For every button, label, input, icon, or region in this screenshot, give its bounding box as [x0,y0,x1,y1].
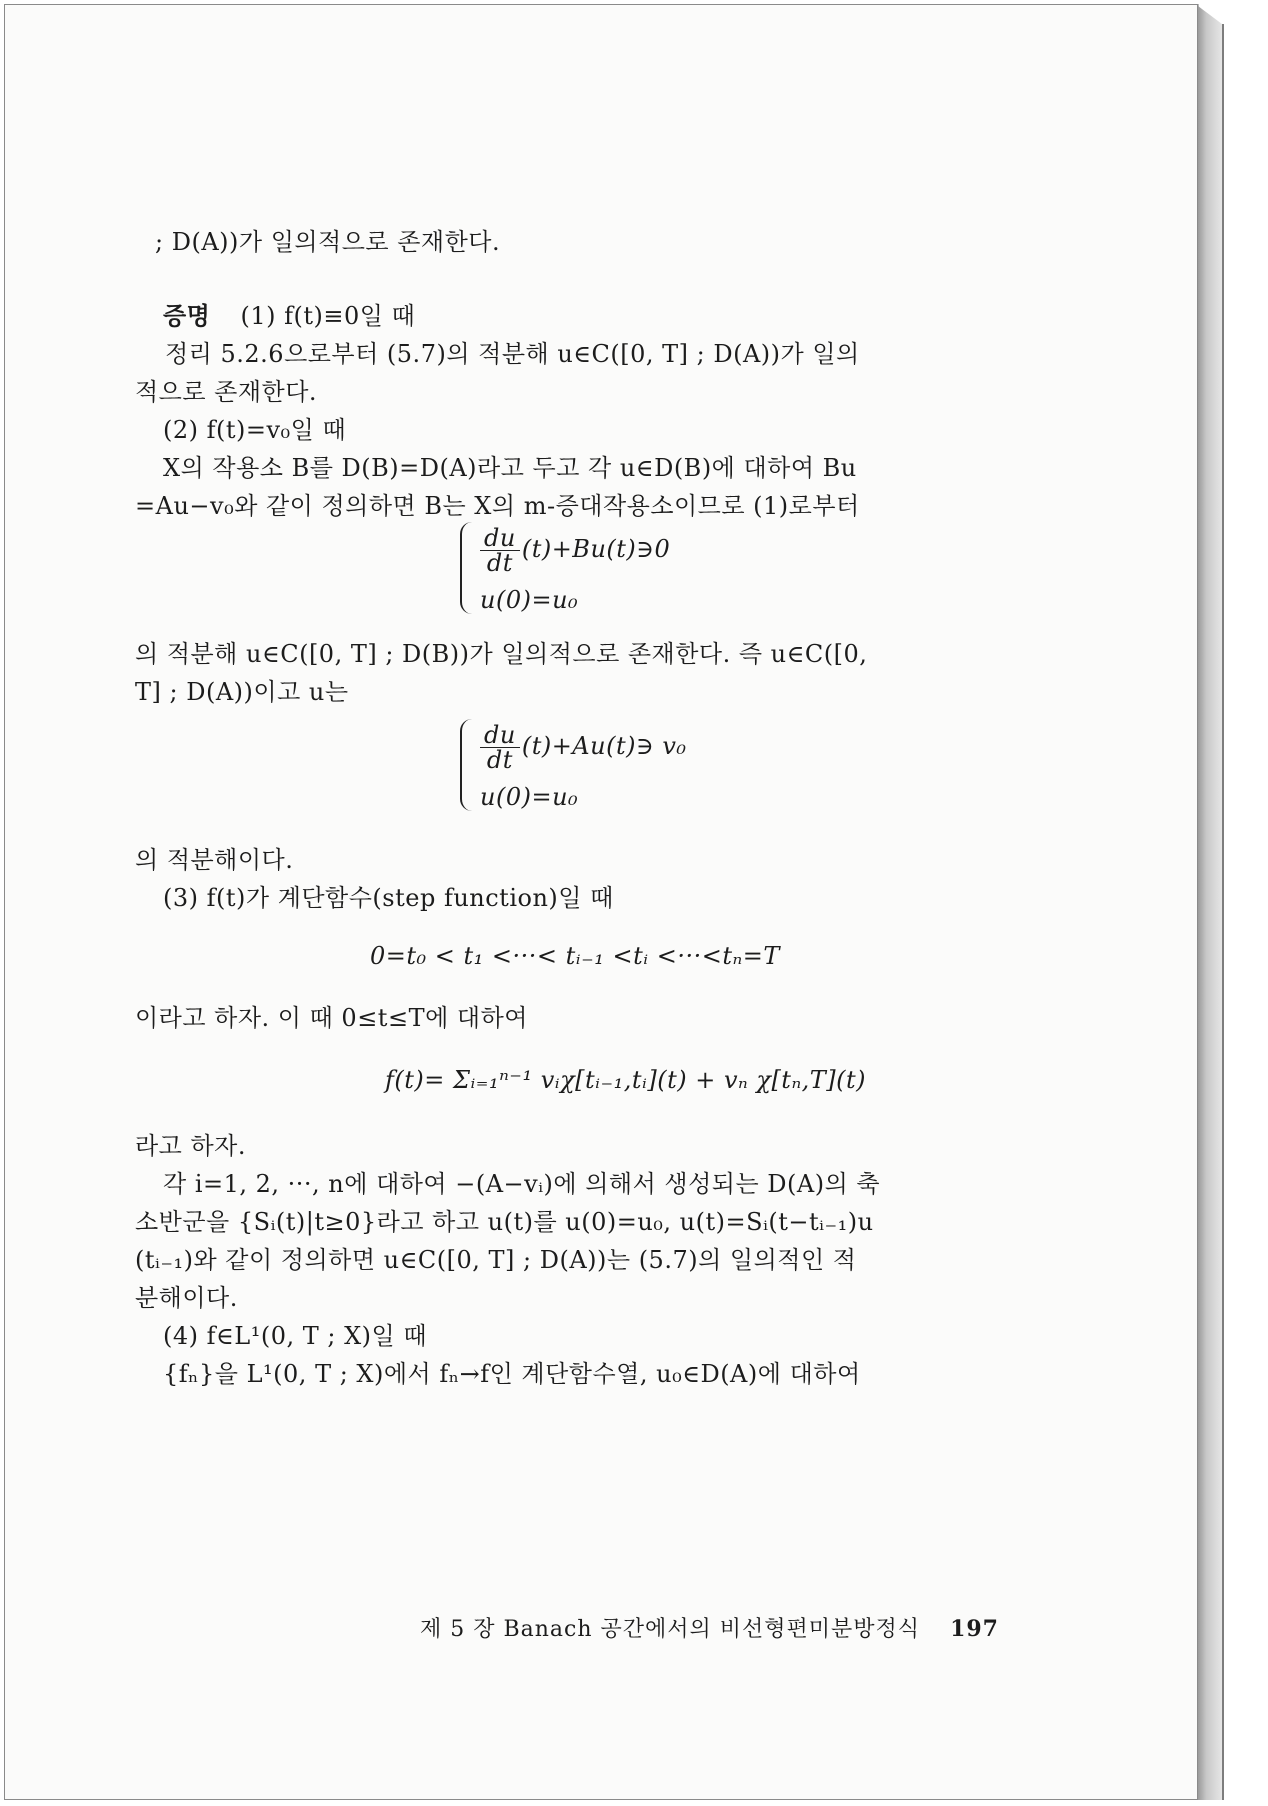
text-line: ; D(A))가 일의적으로 존재한다. [155,228,501,256]
equation-text: (t)+Bu(t)∋0 [521,535,671,563]
fraction-denominator: dt [486,746,513,774]
step-function-definition: f(t)= Σᵢ₌₁ⁿ⁻¹ vᵢχ[tᵢ₋₁,tᵢ](t) + vₙ χ[tₙ,T](t) [385,1066,867,1094]
case-4-label: (4) f∈L¹(0, T ; X)일 때 [163,1322,428,1350]
equation-row [480,723,687,772]
text-line: 라고 하자. [135,1132,246,1160]
proof-line [163,296,415,336]
text-line: {fₙ}을 L¹(0, T ; X)에서 fₙ→f인 계단함수열, u₀∈D(A)에 대하여 [163,1360,861,1388]
case-3-label: (3) f(t)가 계단함수(step function)일 때 [163,884,614,912]
equation-system-1 [460,522,760,622]
case-2-label: (2) f(t)=v₀일 때 [163,416,347,444]
text-line: 의 적분해이다. [135,846,294,874]
equation-row: u(0)=u₀ [480,783,579,811]
equation-row [480,526,670,575]
text-line: =Au−v₀와 같이 정의하면 B는 X의 m-증대작용소이므로 (1)로부터 [135,492,860,520]
text-line: (tᵢ₋₁)와 같이 정의하면 u∈C([0, T] ; D(A))는 (5.7)의 일의적인 적 [135,1246,857,1274]
equation-system-2 [460,719,760,819]
text-line: 이라고 하자. 이 때 0≤t≤T에 대하여 [135,1004,528,1032]
chapter-title: 제 5 장 Banach 공간에서의 비선형편미분방정식 [420,1617,921,1642]
case-1-label: (1) f(t)≡0일 때 [240,302,416,330]
text-line: 의 적분해 u∈C([0, T] ; D(B))가 일의적으로 존재한다. 즉 u∈C([0, [135,640,868,668]
page-edge-shadow [1198,6,1222,1800]
partition-equation: 0=t₀ < t₁ <···< tᵢ₋₁ <tᵢ <···<tₙ=T [370,942,780,970]
text-line: 각 i=1, 2, ···, n에 대하여 −(A−vᵢ)에 의해서 생성되는 D(A)의 축 [163,1170,881,1198]
equation-text: (t)+Au(t)∋ v₀ [521,732,687,760]
text-line: 정리 5.2.6으로부터 (5.7)의 적분해 u∈C([0, T] ; D(A))가 일의 [165,340,860,368]
text-line: 분해이다. [135,1284,238,1312]
fraction-numerator: du [480,526,520,551]
text-line: 적으로 존재한다. [135,378,318,406]
brace-symbol [460,719,472,811]
text-line: T] ; D(A))이고 u는 [135,678,349,706]
page-number: 197 [950,1616,999,1642]
page-edge-line [1222,24,1224,1800]
fraction-numerator: du [480,723,520,748]
equation-row: u(0)=u₀ [480,586,579,614]
brace-symbol [460,522,472,614]
fraction-denominator: dt [486,549,513,577]
text-line: X의 작용소 B를 D(B)=D(A)라고 두고 각 u∈D(B)에 대하여 Bu [163,454,857,482]
fraction [480,526,520,575]
text-line: 소반군을 {Sᵢ(t)|t≥0}라고 하고 u(t)를 u(0)=u₀, u(t)=Sᵢ(t−tᵢ₋₁)u [135,1208,874,1236]
fraction [480,723,520,772]
page-footer [420,1612,999,1643]
proof-heading: 증명 [163,302,211,330]
